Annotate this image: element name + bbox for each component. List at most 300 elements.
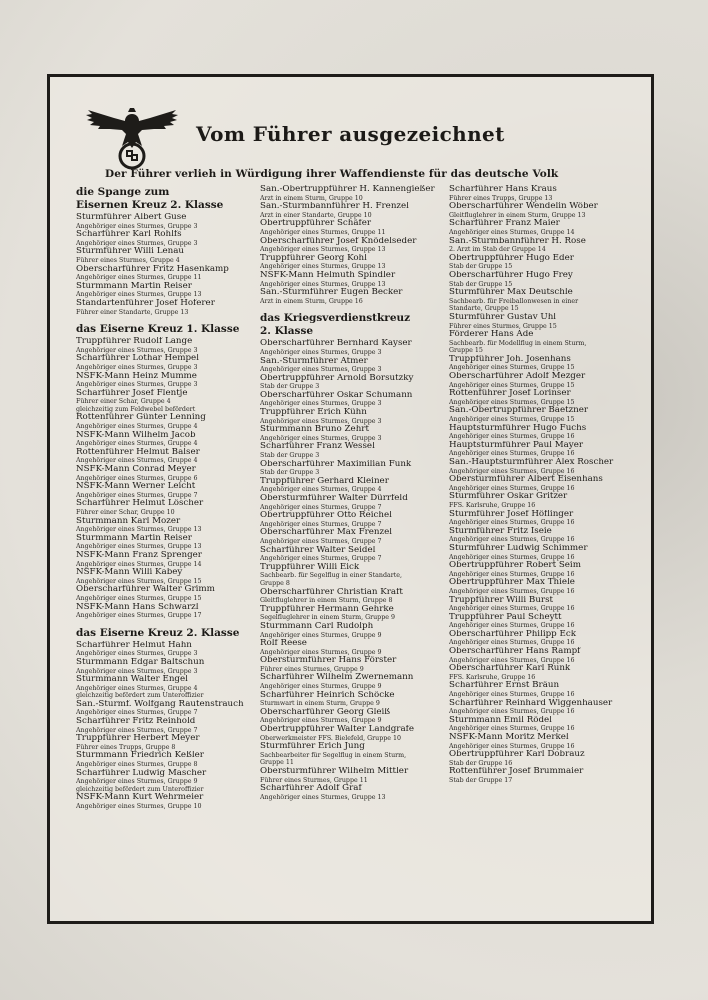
page-subtitle: Der Führer verlieh in Würdigung ihrer Waffendienste für das deutsche Volk — [105, 168, 559, 180]
honoree-name: Sturmführer Albert Guse — [76, 213, 187, 222]
column-3 — [449, 185, 647, 785]
honoree-description: Angehöriger eines Sturmes, Gruppe 7 — [76, 709, 198, 717]
honoree-description: Sachbearb. für Freiballonwesen in einer — [449, 297, 579, 305]
honoree-description: Angehöriger eines Sturmes, Gruppe 13 — [260, 793, 386, 801]
honoree-name: Sturmmann Friedrich Keßler — [76, 751, 204, 761]
honoree-name: Truppführer Rudolf Lange — [76, 337, 193, 347]
honoree-description: Führer einer Schar, Gruppe 4 — [76, 398, 171, 406]
honoree-entry — [76, 603, 254, 620]
honoree-entry — [76, 568, 254, 585]
honoree-description: Angehöriger eines Sturmes, Gruppe 16 — [449, 536, 575, 544]
honoree-description: Angehöriger eines Sturmes, Gruppe 8 — [76, 761, 198, 769]
honoree-description: Angehöriger eines Sturmes, Gruppe 16 — [449, 450, 575, 458]
honoree-name: Rottenführer Helmut Balser — [76, 447, 200, 457]
honoree-name: Sturmführer Ludwig Schimmer — [449, 543, 588, 553]
honoree-description: Angehöriger eines Sturmes, Gruppe 16 — [449, 725, 575, 733]
honoree-entry — [449, 630, 647, 647]
honoree-name: Obersturmführer Walter Dürrfeld — [260, 494, 408, 503]
honoree-description: Angehöriger eines Sturmes, Gruppe 3 — [76, 650, 198, 658]
honoree-name: Scharführer Franz Maier — [449, 219, 560, 229]
honoree-description: Angehöriger eines Sturmes, Gruppe 7 — [76, 491, 198, 499]
honoree-description: Angehöriger eines Sturmes, Gruppe 15 — [76, 594, 202, 602]
honoree-entry — [260, 374, 444, 391]
honoree-description: Angehöriger eines Sturmes, Gruppe 13 — [260, 246, 386, 254]
honoree-description: Angehöriger eines Sturmes, Gruppe 9 — [76, 778, 198, 786]
honoree-description: Angehöriger eines Sturmes, Gruppe 16 — [449, 519, 575, 527]
honoree-name: Truppführer Hermann Gehrke — [260, 604, 394, 614]
honoree-name: Scharführer Adolf Graf — [260, 784, 362, 794]
honoree-description: Angehöriger eines Sturmes, Gruppe 17 — [76, 612, 202, 620]
honoree-entry — [260, 767, 444, 784]
honoree-entry — [260, 784, 444, 801]
honoree-name: Truppführer Herbert Meyer — [76, 734, 200, 744]
honoree-name: Sturmführer Erich Jung — [260, 742, 365, 752]
honoree-name: Scharführer Josef Flentje — [76, 388, 188, 398]
honoree-name: Scharführer Hans Kraus — [449, 185, 557, 194]
honoree-name: Sturmmann Martin Reiser — [76, 281, 192, 291]
honoree-description: Angehöriger eines Sturmes, Gruppe 3 — [76, 239, 198, 247]
honoree-name: Truppführer Gerhard Kleiner — [260, 476, 389, 486]
honoree-description: Stab der Gruppe 15 — [449, 280, 513, 288]
honoree-name: Scharführer Helmut Löscher — [76, 499, 204, 509]
honoree-description: Angehöriger eines Sturmes, Gruppe 16 — [449, 587, 575, 595]
honoree-entry — [76, 413, 254, 430]
honoree-name: Obersturmführer Hans Förster — [260, 656, 397, 666]
honoree-description: Angehöriger eines Sturmes, Gruppe 3 — [260, 417, 382, 425]
honoree-entry — [76, 675, 254, 700]
honoree-entry — [76, 700, 254, 717]
honoree-description: Angehöriger eines Sturmes, Gruppe 4 — [76, 684, 198, 692]
honoree-description: FFS. Karlsruhe, Gruppe 16 — [449, 673, 536, 681]
honoree-description: Führer eines Sturmes, Gruppe 11 — [260, 776, 368, 784]
honoree-description: Gruppe 8 — [260, 579, 290, 587]
honoree-name: Rottenführer Josef Brummaier — [449, 767, 584, 777]
honoree-name: Scharführer Lothar Hempel — [76, 354, 199, 364]
honoree-name: Scharführer Wilhelm Zwernemann — [260, 673, 414, 683]
honoree-description: Stab der Gruppe 3 — [260, 469, 320, 477]
honoree-description: Angehöriger eines Sturmes, Gruppe 16 — [449, 622, 575, 630]
honoree-entry — [76, 517, 254, 534]
honoree-description: Angehöriger eines Sturmes, Gruppe 13 — [260, 280, 386, 288]
section-gap — [260, 305, 444, 311]
honoree-description: Angehöriger eines Sturmes, Gruppe 7 — [76, 726, 198, 734]
honoree-entry — [260, 622, 444, 639]
honoree-description: Angehöriger eines Sturmes, Gruppe 11 — [260, 228, 386, 236]
honoree-description: Angehöriger eines Sturmes, Gruppe 9 — [260, 717, 382, 725]
honoree-description: Gleitfluglehrer in einem Sturm, Gruppe 8 — [260, 597, 393, 605]
section-heading: 2. Klasse — [260, 325, 314, 338]
honoree-entry — [76, 793, 254, 810]
honoree-entry — [260, 673, 444, 690]
honoree-entry — [449, 664, 647, 681]
honoree-name: Sturmführer Max Deutschle — [449, 288, 573, 298]
honoree-name: Sturmmann Edgar Baltschun — [76, 657, 205, 667]
honoree-name: Truppführer Joh. Josenhans — [449, 354, 571, 364]
honoree-entry — [449, 544, 647, 561]
honoree-description: Arzt in einem Sturm, Gruppe 16 — [260, 297, 363, 305]
honoree-name: Obertruppführer Schäfer — [260, 219, 372, 229]
honoree-name: NSFK-Mann Willi Kabey — [76, 568, 183, 578]
honoree-name: Oberscharführer Maximilian Funk — [260, 459, 412, 469]
section-heading: die Spange zum — [76, 186, 170, 198]
honoree-description: Angehöriger eines Sturmes, Gruppe 13 — [76, 526, 202, 534]
honoree-name: Truppführer Willi Eick — [260, 562, 360, 572]
honoree-name: Sturmmann Martin Reiser — [76, 533, 192, 543]
honoree-description: Segelfluglehrer in einem Sturm, Gruppe 9 — [260, 614, 395, 622]
honoree-entry — [76, 482, 254, 499]
honoree-description: Angehöriger eines Sturmes, Gruppe 11 — [76, 274, 202, 282]
honoree-entry — [449, 750, 647, 767]
honoree-description: Angehöriger eines Sturmes, Gruppe 3 — [260, 348, 382, 356]
eagle-emblem-icon — [84, 100, 180, 170]
honoree-entry — [260, 656, 444, 673]
honoree-name: Oberscharführer Hugo Frey — [449, 270, 573, 280]
honoree-entry — [449, 372, 647, 389]
honoree-name: Hauptsturmführer Hugo Fuchs — [449, 423, 587, 433]
honoree-entry — [449, 219, 647, 236]
section-gap — [76, 620, 254, 626]
honoree-entry — [76, 499, 254, 516]
honoree-name: Oberscharführer Max Frenzel — [260, 528, 392, 538]
honoree-entry — [260, 357, 444, 374]
honoree-name: Oberscharführer Wendelin Wöber — [449, 202, 598, 212]
honoree-name: NSFK-Mann Hans Schwarzl — [76, 602, 199, 612]
column-1 — [76, 185, 254, 811]
honoree-description: gleichzeitig befördert zum Unteroffizier — [76, 785, 204, 793]
honoree-entry — [449, 647, 647, 664]
honoree-name: Rolf Reese — [260, 639, 307, 649]
honoree-entry — [76, 751, 254, 768]
honoree-name: Sturmführer Fritz Iseie — [449, 526, 552, 536]
column-2 — [260, 185, 444, 801]
honoree-description: gleichzeitig zum Feldwebel befördert — [76, 405, 196, 413]
honoree-description: Angehöriger eines Sturmes, Gruppe 3 — [76, 381, 198, 389]
honoree-name: Scharführer Reinhard Wiggenhauser — [449, 698, 613, 708]
honoree-name: San.-Hauptsturmführer Alex Roscher — [449, 458, 614, 467]
honoree-entry — [260, 742, 444, 767]
honoree-entry — [449, 527, 647, 544]
honoree-entry — [449, 441, 647, 458]
honoree-entry — [260, 546, 444, 563]
honoree-description: Angehöriger eines Sturmes, Gruppe 7 — [260, 520, 382, 528]
honoree-entry — [260, 708, 444, 725]
honoree-name: Scharführer Heinrich Schöcke — [260, 690, 395, 700]
honoree-entry — [449, 596, 647, 613]
honoree-description: Angehöriger eines Sturmes, Gruppe 3 — [76, 346, 198, 354]
honoree-entry — [449, 288, 647, 313]
honoree-name: Sturmmann Karl Mozer — [76, 516, 181, 526]
honoree-name: San.-Sturmbannführer H. Frenzel — [260, 202, 409, 212]
honoree-description: Angehöriger eines Sturmes, Gruppe 7 — [260, 555, 382, 563]
honoree-description: Angehöriger eines Sturmes, Gruppe 3 — [76, 667, 198, 675]
honoree-name: San.-Obertruppführer Baetzner — [449, 406, 589, 416]
honoree-name: Scharführer Helmut Hahn — [76, 640, 192, 650]
honoree-name: Oberscharführer Bernhard Kayser — [260, 339, 412, 349]
honoree-entry — [76, 282, 254, 299]
honoree-name: Förderer Hans Ade — [449, 330, 534, 340]
honoree-name: Oberscharführer Philipp Eck — [449, 629, 576, 639]
honoree-description: Angehöriger eines Sturmes, Gruppe 4 — [260, 486, 382, 494]
honoree-entry — [449, 561, 647, 578]
honoree-name: Sturmmann Emil Rödel — [449, 715, 552, 725]
honoree-description: Führer eines Sturmes, Gruppe 15 — [449, 322, 557, 330]
honoree-entry — [260, 494, 444, 511]
honoree-name: Obertruppführer Hugo Eder — [449, 253, 574, 263]
honoree-description: Angehöriger eines Sturmes, Gruppe 16 — [449, 484, 575, 492]
honoree-name: Truppführer Erich Kühn — [260, 408, 367, 418]
honoree-description: Angehöriger eines Sturmes, Gruppe 3 — [260, 434, 382, 442]
honoree-name: Sturmmann Carl Rudolph — [260, 621, 374, 631]
honoree-description: Angehöriger eines Sturmes, Gruppe 13 — [260, 263, 386, 271]
honoree-entry — [260, 528, 444, 545]
honoree-entry — [76, 247, 254, 264]
honoree-description: Angehöriger eines Sturmes, Gruppe 4 — [76, 423, 198, 431]
honoree-name: NSFK-Mann Conrad Meyer — [76, 465, 196, 475]
honoree-entry — [260, 408, 444, 425]
honoree-description: Gruppe 15 — [449, 347, 483, 355]
honoree-entry — [449, 716, 647, 733]
honoree-name: Oberscharführer Christian Kraft — [260, 587, 403, 597]
honoree-entry — [260, 219, 444, 236]
honoree-description: Angehöriger eines Sturmes, Gruppe 13 — [76, 291, 202, 299]
honoree-description: Standarte, Gruppe 15 — [449, 305, 519, 313]
honoree-description: Angehöriger eines Sturmes, Gruppe 13 — [76, 543, 202, 551]
honoree-entry — [76, 551, 254, 568]
honoree-description: Angehöriger eines Sturmes, Gruppe 9 — [260, 648, 382, 656]
honoree-name: Oberscharführer Walter Grimm — [76, 585, 215, 595]
honoree-entry — [76, 337, 254, 354]
honoree-description: Angehöriger eines Sturmes, Gruppe 4 — [76, 440, 198, 448]
honoree-entry — [449, 202, 647, 219]
honoree-description: Angehöriger eines Sturmes, Gruppe 3 — [260, 400, 382, 408]
honoree-description: Angehöriger eines Sturmes, Gruppe 7 — [260, 503, 382, 511]
honoree-name: Obertruppführer Walter Landgrafe — [260, 725, 414, 735]
honoree-name: San.-Sturmbannführer H. Rose — [449, 236, 586, 246]
honoree-description: Angehöriger eines Sturmes, Gruppe 16 — [449, 605, 575, 613]
honoree-description: Führer einer Standarte, Gruppe 13 — [76, 308, 189, 316]
honoree-description: Oberwerkmeister FFS. Bielefeld, Gruppe 10 — [260, 734, 402, 742]
honoree-name: San.-Sturmführer Eugen Becker — [260, 288, 403, 298]
honoree-description: Angehöriger eines Sturmes, Gruppe 6 — [76, 474, 198, 482]
honoree-description: Gruppe 11 — [260, 759, 294, 767]
honoree-description: Angehöriger eines Sturmes, Gruppe 7 — [260, 537, 382, 545]
honoree-name: Truppführer Georg Kohl — [260, 253, 367, 263]
honoree-description: Angehöriger eines Sturmes, Gruppe 16 — [449, 639, 575, 647]
honoree-name: Obertruppführer Robert Seim — [449, 561, 581, 571]
honoree-entry — [449, 355, 647, 372]
honoree-entry — [260, 391, 444, 408]
honoree-entry — [449, 254, 647, 271]
honoree-name: Oberscharführer Adolf Mezger — [449, 372, 586, 382]
honoree-entry — [76, 213, 254, 230]
honoree-name: Scharführer Karl Rohlfs — [76, 230, 182, 240]
honoree-entry — [76, 354, 254, 371]
honoree-description: Stab der Gruppe 3 — [260, 383, 320, 391]
honoree-name: Sturmführer Oskar Gritzer — [449, 492, 568, 502]
honoree-entry — [449, 510, 647, 527]
honoree-entry — [449, 237, 647, 254]
honoree-entry — [260, 185, 444, 202]
honoree-name: Sturmmann Walter Engel — [76, 675, 188, 685]
honoree-name: Obersturmführer Albert Eisenhans — [449, 475, 603, 485]
honoree-name: Sturmführer Willi Lenau — [76, 247, 184, 257]
honoree-entry — [260, 605, 444, 622]
honoree-name: Standartenführer Josef Hoferer — [76, 298, 215, 308]
honoree-entry — [260, 563, 444, 588]
honoree-name: NSFK-Mann Wilhelm Jacob — [76, 430, 196, 440]
honoree-entry — [260, 202, 444, 219]
honoree-name: San.-Obertruppführer H. Kannengießer — [260, 185, 435, 194]
honoree-entry — [76, 389, 254, 414]
honoree-description: Stab der Gruppe 17 — [449, 776, 513, 784]
honoree-description: Angehöriger eines Sturmes, Gruppe 15 — [449, 364, 575, 372]
honoree-entry — [76, 230, 254, 247]
honoree-description: FFS. Karlsruhe, Gruppe 16 — [449, 501, 536, 509]
honoree-name: NSFK-Mann Werner Leicht — [76, 482, 196, 492]
honoree-description: Angehöriger eines Sturmes, Gruppe 9 — [260, 683, 382, 691]
honoree-entry — [76, 431, 254, 448]
honoree-description: Angehöriger eines Sturmes, Gruppe 16 — [449, 656, 575, 664]
honoree-description: Angehöriger eines Sturmes, Gruppe 15 — [449, 416, 575, 424]
honoree-entry — [76, 769, 254, 794]
honoree-description: Angehöriger eines Sturmes, Gruppe 16 — [449, 691, 575, 699]
honoree-description: Angehöriger eines Sturmes, Gruppe 16 — [449, 553, 575, 561]
honoree-entry — [76, 734, 254, 751]
honoree-entry — [260, 442, 444, 459]
honoree-description: Angehöriger eines Sturmes, Gruppe 14 — [76, 560, 202, 568]
honoree-description: Sturmwart in einem Sturm, Gruppe 9 — [260, 700, 380, 708]
honoree-description: Angehöriger eines Sturmes, Gruppe 14 — [449, 228, 575, 236]
honoree-description: Angehöriger eines Sturmes, Gruppe 3 — [260, 366, 382, 374]
section-heading: Eisernen Kreuz 2. Klasse — [76, 199, 224, 211]
honoree-entry — [260, 725, 444, 742]
honoree-entry — [449, 733, 647, 750]
honoree-entry — [260, 691, 444, 708]
honoree-name: NSFK-Mann Heinz Mumme — [76, 371, 197, 381]
honoree-entry — [76, 534, 254, 551]
honoree-entry — [449, 313, 647, 330]
honoree-description: Führer eines Trupps, Gruppe 13 — [449, 194, 553, 202]
honoree-name: Oberscharführer Hans Rampf — [449, 647, 581, 657]
honoree-description: 2. Arzt im Stab der Gruppe 14 — [449, 246, 546, 254]
section-gap — [76, 316, 254, 322]
honoree-entry — [260, 477, 444, 494]
honoree-entry — [76, 658, 254, 675]
honoree-description: Angehöriger eines Sturmes, Gruppe 16 — [449, 433, 575, 441]
honoree-name: San.-Sturmführer Atmer — [260, 356, 368, 366]
honoree-name: Obersturmführer Wilhelm Mittler — [260, 767, 409, 776]
honoree-description: Arzt in einem Sturm, Gruppe 10 — [260, 194, 363, 202]
honoree-entry — [449, 613, 647, 630]
honoree-entry — [260, 425, 444, 442]
honoree-entry — [449, 424, 647, 441]
honoree-entry — [260, 237, 444, 254]
honoree-description: gleichzeitig befördert zum Unteroffizier — [76, 692, 204, 700]
honoree-name: Sturmmann Bruno Zehrt — [260, 425, 369, 435]
honoree-description: Angehöriger eines Sturmes, Gruppe 3 — [76, 363, 198, 371]
honoree-entry — [449, 767, 647, 784]
honoree-description: Sachbearb. für Modellflug in einem Sturm, — [449, 339, 587, 347]
honoree-name: Oberscharführer Karl Runk — [449, 664, 571, 674]
honoree-description: Führer eines Sturmes, Gruppe 9 — [260, 665, 364, 673]
honoree-name: Scharführer Ludwig Mascher — [76, 768, 207, 778]
honoree-entry — [76, 448, 254, 465]
honoree-description: Sachbearbeiter für Segelflug in einem Sturm, — [260, 751, 407, 759]
honoree-description: Angehöriger eines Sturmes, Gruppe 16 — [449, 708, 575, 716]
honoree-description: Angehöriger eines Sturmes, Gruppe 9 — [260, 631, 382, 639]
honoree-description: Angehöriger eines Sturmes, Gruppe 16 — [449, 570, 575, 578]
honoree-entry — [449, 330, 647, 355]
honoree-description: Angehöriger eines Sturmes, Gruppe 16 — [449, 467, 575, 475]
honoree-description: Stab der Gruppe 16 — [449, 759, 513, 767]
honoree-entry — [260, 339, 444, 356]
honoree-name: Obertruppführer Karl Dobrauz — [449, 750, 585, 760]
honoree-entry — [76, 717, 254, 734]
honoree-entry — [449, 458, 647, 475]
honoree-description: Führer eines Sturmes, Gruppe 4 — [76, 256, 180, 264]
honoree-entry — [449, 406, 647, 423]
honoree-entry — [260, 288, 444, 305]
honoree-description: Stab der Gruppe 15 — [449, 263, 513, 271]
honoree-description: Stab der Gruppe 3 — [260, 452, 320, 460]
honoree-description: Gleitfluglehrer in einem Sturm, Gruppe 13 — [449, 211, 586, 219]
honoree-name: Obertruppführer Max Thiele — [449, 578, 575, 588]
honoree-entry — [260, 271, 444, 288]
honoree-entry — [449, 475, 647, 492]
honoree-entry — [449, 578, 647, 595]
section-heading: das Eiserne Kreuz 2. Klasse — [76, 626, 240, 639]
honoree-name: NSFK-Mann Kurt Wehrmeier — [76, 793, 204, 803]
honoree-entry — [449, 185, 647, 202]
honoree-name: Truppführer Willi Burst — [449, 595, 554, 605]
honoree-description: Arzt in einer Standarte, Gruppe 10 — [260, 211, 372, 219]
honoree-description: Angehöriger eines Sturmes, Gruppe 16 — [449, 742, 575, 750]
honoree-description: Angehöriger eines Sturmes, Gruppe 15 — [449, 381, 575, 389]
honoree-entry — [76, 465, 254, 482]
honoree-entry — [76, 372, 254, 389]
honoree-name: Sturmführer Gustav Uhl — [449, 312, 557, 322]
honoree-entry — [449, 681, 647, 698]
honoree-name: Scharführer Fritz Reinhold — [76, 717, 196, 727]
honoree-entry — [260, 511, 444, 528]
honoree-entry — [449, 492, 647, 509]
honoree-entry — [260, 639, 444, 656]
honoree-entry — [260, 588, 444, 605]
honoree-name: NSFK-Mann Franz Sprenger — [76, 550, 202, 560]
honoree-description: Sachbearb. für Segelflug in einer Standarte, — [260, 572, 403, 580]
honoree-name: Scharführer Franz Wessel — [260, 442, 375, 452]
honoree-name: Oberscharführer Josef Knödelseder — [260, 236, 417, 246]
honoree-entry — [76, 585, 254, 602]
honoree-name: Scharführer Walter Seidel — [260, 545, 376, 555]
honoree-description: Angehöriger eines Sturmes, Gruppe 4 — [76, 457, 198, 465]
honoree-name: NSFK-Mann Helmuth Spindler — [260, 270, 396, 280]
honoree-description: Angehöriger eines Sturmes, Gruppe 15 — [449, 398, 575, 406]
honoree-description: Führer einer Schar, Gruppe 10 — [76, 509, 175, 516]
honoree-name: NSFK-Mann Moritz Merkel — [449, 733, 569, 742]
honoree-name: Obertruppführer Arnold Borsutzky — [260, 373, 414, 383]
honoree-name: Obertruppführer Otto Reichel — [260, 511, 392, 521]
honoree-name: San.-Sturmf. Wolfgang Rautenstrauch — [76, 699, 244, 709]
honoree-name: Oberscharführer Oskar Schumann — [260, 390, 413, 400]
honoree-name: Sturmführer Josef Höflinger — [449, 509, 574, 519]
section-heading: das Eiserne Kreuz 1. Klasse — [76, 323, 240, 336]
honoree-description: Angehöriger eines Sturmes, Gruppe 3 — [76, 222, 198, 230]
honoree-description: Angehöriger eines Sturmes, Gruppe 10 — [76, 803, 202, 810]
honoree-entry — [76, 265, 254, 282]
page-title: Vom Führer ausgezeichnet — [196, 122, 505, 146]
honoree-entry — [76, 641, 254, 658]
